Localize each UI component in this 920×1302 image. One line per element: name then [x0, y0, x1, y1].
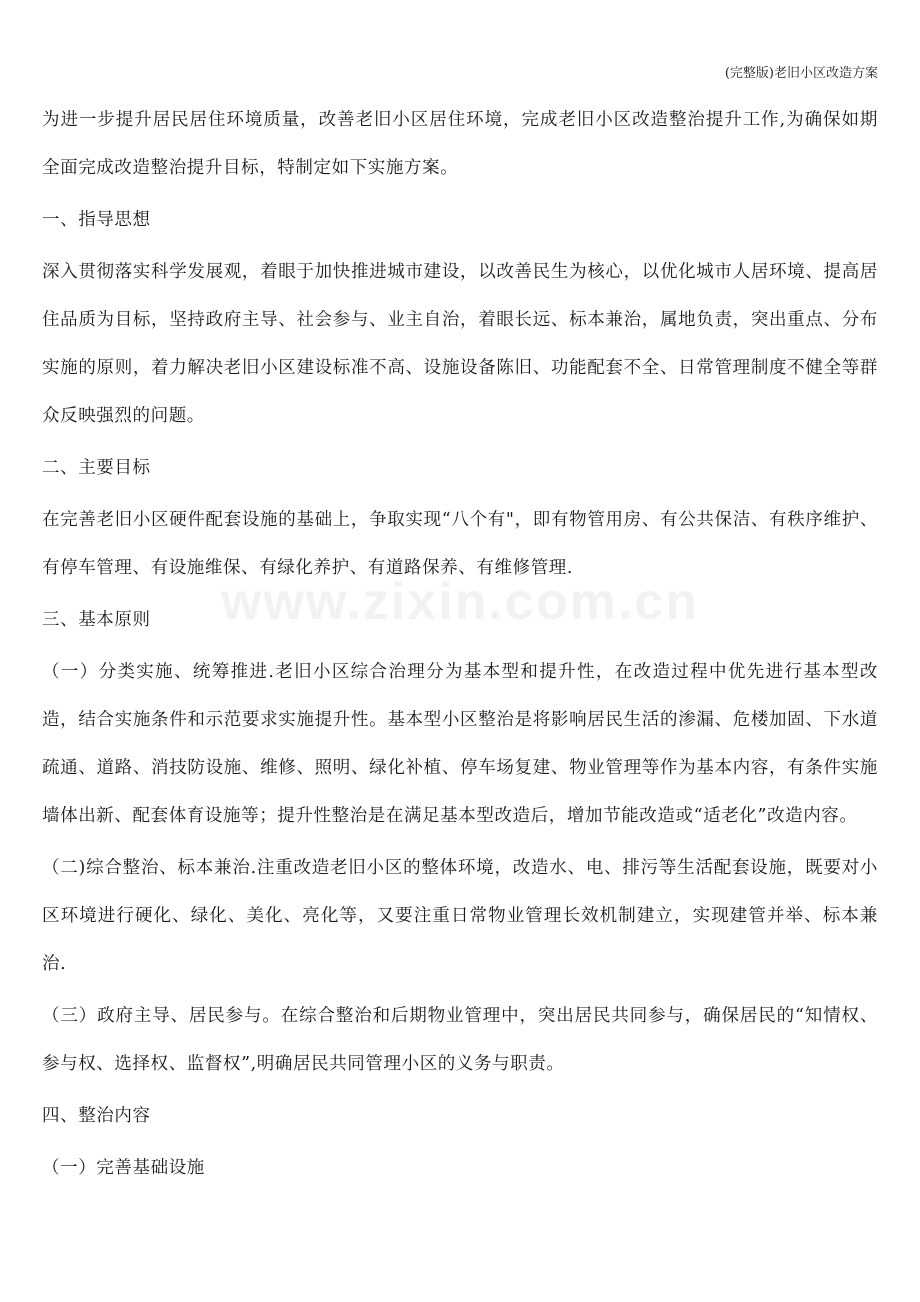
guiding-ideology-paragraph: 深入贯彻落实科学发展观，着眼于加快推进城市建设，以改善民生为核心，以优化城市人居环境、提高居住品质为目标，坚持政府主导、社会参与、业主自治，着眼长远、标本兼治，属地负责，突出重点、分布实施的原则，着力解决老旧小区建设标准不高、设施设备陈旧、功能配套不全、日常管理制度不健全等群众反映强烈的问题。	[42, 262, 878, 426]
main-goals-paragraph: 在完善老旧小区硬件配套设施的基础上，争取实现“八个有"，即有物管用房、有公共保洁、有秩序维护、有停车管理、有设施维保、有绿化养护、有道路保养、有维修管理.	[42, 510, 878, 578]
section-heading-main-goals: 二、主要目标	[42, 458, 151, 478]
section-heading-renovation-content: 四、整治内容	[42, 1106, 151, 1126]
document-body	[42, 96, 878, 1196]
intro-paragraph: 为进一步提升居民居住环境质量，改善老旧小区居住环境，完成老旧小区改造整治提升工作,为确保如期全面完成改造整治提升目标，特制定如下实施方案。	[42, 110, 878, 178]
section-heading-basic-principles: 三、基本原则	[42, 610, 151, 630]
running-header: (完整版)老旧小区改造方案	[724, 66, 878, 81]
subsection-heading-infrastructure: （一）完善基础设施	[42, 1158, 205, 1178]
section-heading-guiding-ideology: 一、指导思想	[42, 210, 151, 230]
principle-paragraph-2: （二)综合整治、标本兼治.注重改造老旧小区的整体环境，改造水、电、排污等生活配套设施，既要对小区环境进行硬化、绿化、美化、亮化等，又要注重日常物业管理长效机制建立，实现建管并举、标本兼治.	[42, 858, 878, 974]
watermark: www.zixin.com.cn	[221, 573, 699, 631]
principle-paragraph-1: （一）分类实施、统筹推进.老旧小区综合治理分为基本型和提升性，在改造过程中优先进行基本型改造，结合实施条件和示范要求实施提升性。基本型小区整治是将影响居民生活的渗漏、危楼加固、下水道疏通、道路、消技防设施、维修、照明、绿化补植、停车场复建、物业管理等作为基本内容，有条件实施墙体出新、配套体育设施等；提升性整治是在满足基本型改造后，增加节能改造或“适老化”改造内容。	[42, 662, 878, 826]
principle-paragraph-3: （三）政府主导、居民参与。在综合整治和后期物业管理中，突出居民共同参与，确保居民的“知情权、参与权、选择权、监督权”,明确居民共同管理小区的义务与职责。	[42, 1006, 878, 1074]
